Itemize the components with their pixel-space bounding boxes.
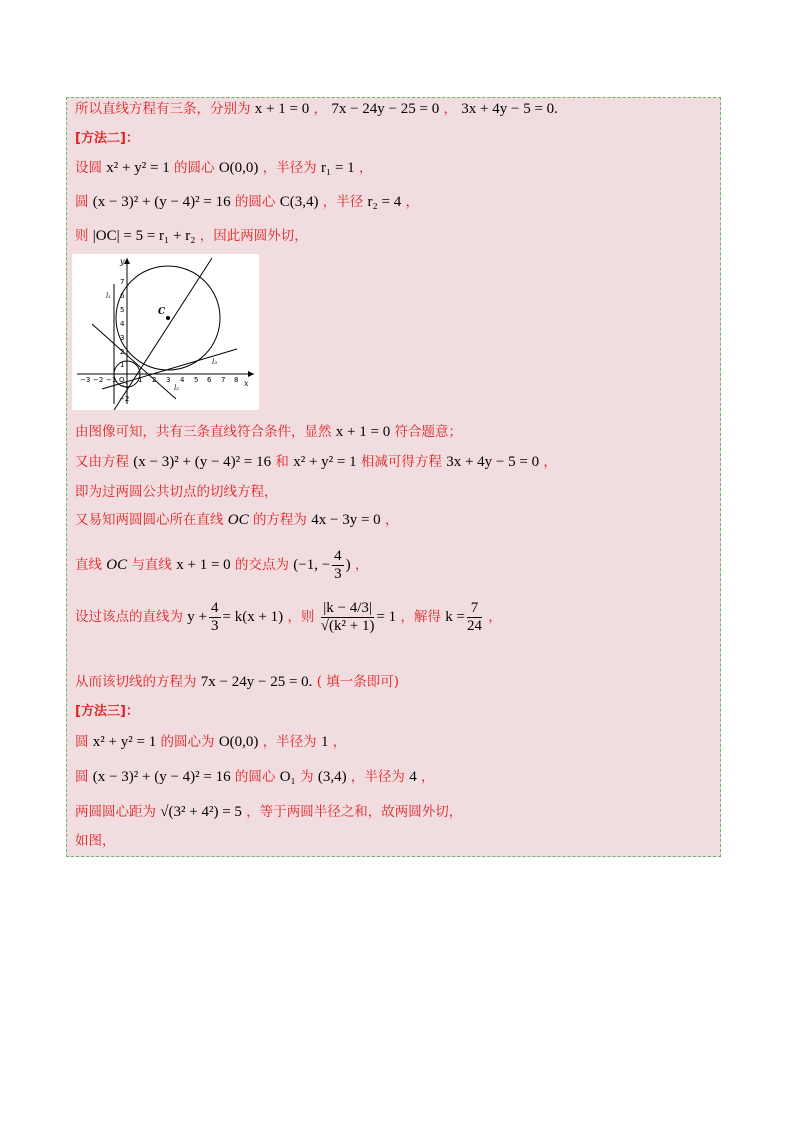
x-tick: 6	[207, 376, 212, 384]
line-15	[75, 770, 435, 785]
text: 则	[75, 228, 89, 244]
x-tick: −1	[106, 376, 117, 384]
text: ，	[384, 512, 399, 528]
fraction	[332, 548, 344, 584]
equation: O(0,0)	[218, 734, 259, 750]
line-3	[75, 161, 372, 176]
line-6	[75, 425, 462, 440]
x-tick: 4	[180, 376, 185, 384]
equation: (x − 3)² + (y − 4)² = 16	[133, 454, 272, 470]
text: 两圆圆心距为	[75, 804, 156, 820]
line-17: 如图，	[75, 833, 116, 849]
x-tick: −2	[93, 376, 104, 384]
method-three-heading: [方法三]：	[75, 704, 139, 719]
equation: x + 1 = 0	[254, 101, 310, 117]
text: 的圆心	[234, 194, 276, 210]
text: ，因此两圆外切，	[199, 228, 308, 244]
y-tick: −1	[119, 382, 130, 390]
y-tick: −2	[119, 395, 130, 403]
text: ，	[332, 734, 347, 750]
line-label: l₂	[174, 384, 180, 392]
denominator: 3	[211, 618, 219, 635]
text: 设圆	[75, 160, 102, 176]
x-tick: O	[119, 376, 125, 384]
numerator: 4	[332, 548, 344, 566]
line-label: l₁	[106, 292, 112, 300]
y-tick: 4	[120, 320, 125, 328]
equation: 1	[320, 734, 329, 750]
text: = k(x + 1)	[222, 609, 284, 626]
text: ，则	[287, 609, 315, 626]
equation: x² + y² = 1	[293, 454, 357, 470]
y-tick: 7	[120, 278, 125, 286]
y-tick: 1	[120, 361, 125, 369]
text: 的圆心为	[160, 734, 215, 750]
text: 又易知两圆圆心所在直线	[75, 512, 224, 528]
equation	[445, 600, 484, 635]
line-1	[75, 102, 558, 117]
equation: x² + y² = 1	[106, 160, 170, 176]
equation: 7x − 24y − 25 = 0.	[200, 674, 313, 690]
equation: O(0,0)	[218, 160, 259, 176]
text: ，解得	[400, 609, 441, 626]
equation: (x − 3)² + (y − 4)² = 16	[92, 769, 231, 785]
separator: ，	[443, 101, 457, 117]
text: 圆	[75, 734, 89, 750]
equation: 4	[409, 769, 417, 785]
text: y +	[187, 609, 208, 626]
line-9	[75, 513, 398, 528]
line-8: 即为过两圆公共切点的切线方程，	[75, 484, 278, 500]
equation: x + 1 = 0	[335, 424, 391, 440]
equation: r₂ = 4	[367, 194, 402, 210]
equation	[319, 600, 397, 635]
equation: OC	[106, 557, 128, 574]
text: 的圆心	[174, 160, 215, 176]
equation: √(3² + 4²) = 5	[160, 804, 242, 820]
equation: x² + y² = 1	[92, 734, 157, 750]
intersection-point	[293, 548, 351, 583]
equation: x + 1 = 0	[176, 557, 231, 574]
text: (−1, −	[293, 557, 331, 574]
text: ，半径为	[350, 769, 405, 785]
fraction	[321, 600, 375, 636]
equation: 3x + 4y − 5 = 0	[446, 454, 540, 470]
method-two-heading: [方法二]：	[75, 131, 139, 146]
text: 的圆心	[234, 769, 276, 785]
equation: |OC| = 5 = r₁ + r₂	[92, 228, 196, 244]
equation: 3x + 4y − 5 = 0.	[461, 101, 558, 117]
text: 从而该切线的方程为	[75, 674, 197, 690]
y-axis-label: y	[120, 257, 125, 266]
text: 的交点为	[234, 557, 289, 574]
text: 又由方程	[75, 454, 129, 470]
text: ，半径为	[262, 160, 317, 176]
y-tick: 6	[120, 292, 125, 300]
text: 圆	[75, 194, 89, 210]
x-tick: 1	[138, 376, 143, 384]
text: ，	[488, 609, 502, 626]
line-11	[75, 600, 502, 636]
text: ，	[354, 557, 369, 574]
denominator: 24	[467, 618, 482, 635]
text: 圆	[75, 769, 89, 785]
line-10	[75, 548, 368, 584]
text: ，	[543, 454, 557, 470]
two-circles-graph	[72, 254, 259, 410]
text: 相减可得方程	[360, 454, 442, 470]
text: 的方程为	[252, 512, 307, 528]
center-label: C	[158, 307, 166, 317]
text: ，等于两圆半径之和，故两圆外切，	[246, 804, 463, 820]
y-tick: 2	[120, 348, 125, 356]
y-tick: 3	[120, 334, 125, 342]
separator: ，	[313, 101, 328, 117]
text: 为	[300, 769, 314, 785]
text: 和	[275, 454, 289, 470]
line-16	[75, 805, 462, 820]
text: 所以直线方程有三条，分别为	[75, 101, 251, 117]
equation: r₁ = 1	[320, 160, 355, 176]
equation: 7x − 24y − 25 = 0	[331, 101, 440, 117]
line-5	[75, 229, 308, 244]
x-tick: 2	[152, 376, 157, 384]
x-tick: −3	[80, 376, 91, 384]
text: = 1	[376, 609, 397, 626]
text: 直线	[75, 557, 102, 574]
y-tick: 5	[120, 306, 125, 314]
equation: C(3,4)	[279, 194, 319, 210]
line-12	[75, 675, 399, 690]
text: )	[345, 557, 351, 574]
equation: 4x − 3y = 0	[311, 512, 381, 528]
text: ( 填一条即可)	[316, 674, 400, 690]
equation	[187, 600, 284, 635]
x-tick: 3	[166, 376, 171, 384]
text: ，	[421, 769, 435, 785]
line-14	[75, 735, 346, 750]
text: ，	[358, 160, 373, 176]
line-label: l₃	[212, 358, 218, 366]
numerator: |k − 4/3|	[321, 600, 375, 618]
numerator: 4	[209, 600, 221, 618]
text: ，	[405, 194, 420, 210]
text: ，半径为	[262, 734, 317, 750]
text: 与直线	[131, 557, 172, 574]
text: 符合题意；	[394, 424, 463, 440]
line-7	[75, 455, 557, 470]
fraction	[467, 600, 482, 636]
text: 由图像可知，共有三条直线符合条件，显然	[75, 424, 332, 440]
x-tick: 7	[221, 376, 226, 384]
denominator: √(k² + 1)	[320, 618, 375, 635]
numerator: 7	[467, 600, 482, 618]
text: 设过该点的直线为	[75, 609, 183, 626]
text: ，半径	[322, 194, 364, 210]
fraction	[209, 600, 221, 636]
text: k =	[445, 609, 465, 626]
denominator: 3	[334, 566, 342, 583]
equation: (3,4)	[317, 769, 347, 785]
line-4	[75, 195, 419, 210]
x-axis-label: x	[244, 379, 249, 388]
x-tick: 5	[194, 376, 199, 384]
equation: (x − 3)² + (y − 4)² = 16	[92, 194, 231, 210]
equation: OC	[227, 512, 249, 528]
x-tick: 8	[234, 376, 239, 384]
equation: O₁	[279, 769, 296, 785]
